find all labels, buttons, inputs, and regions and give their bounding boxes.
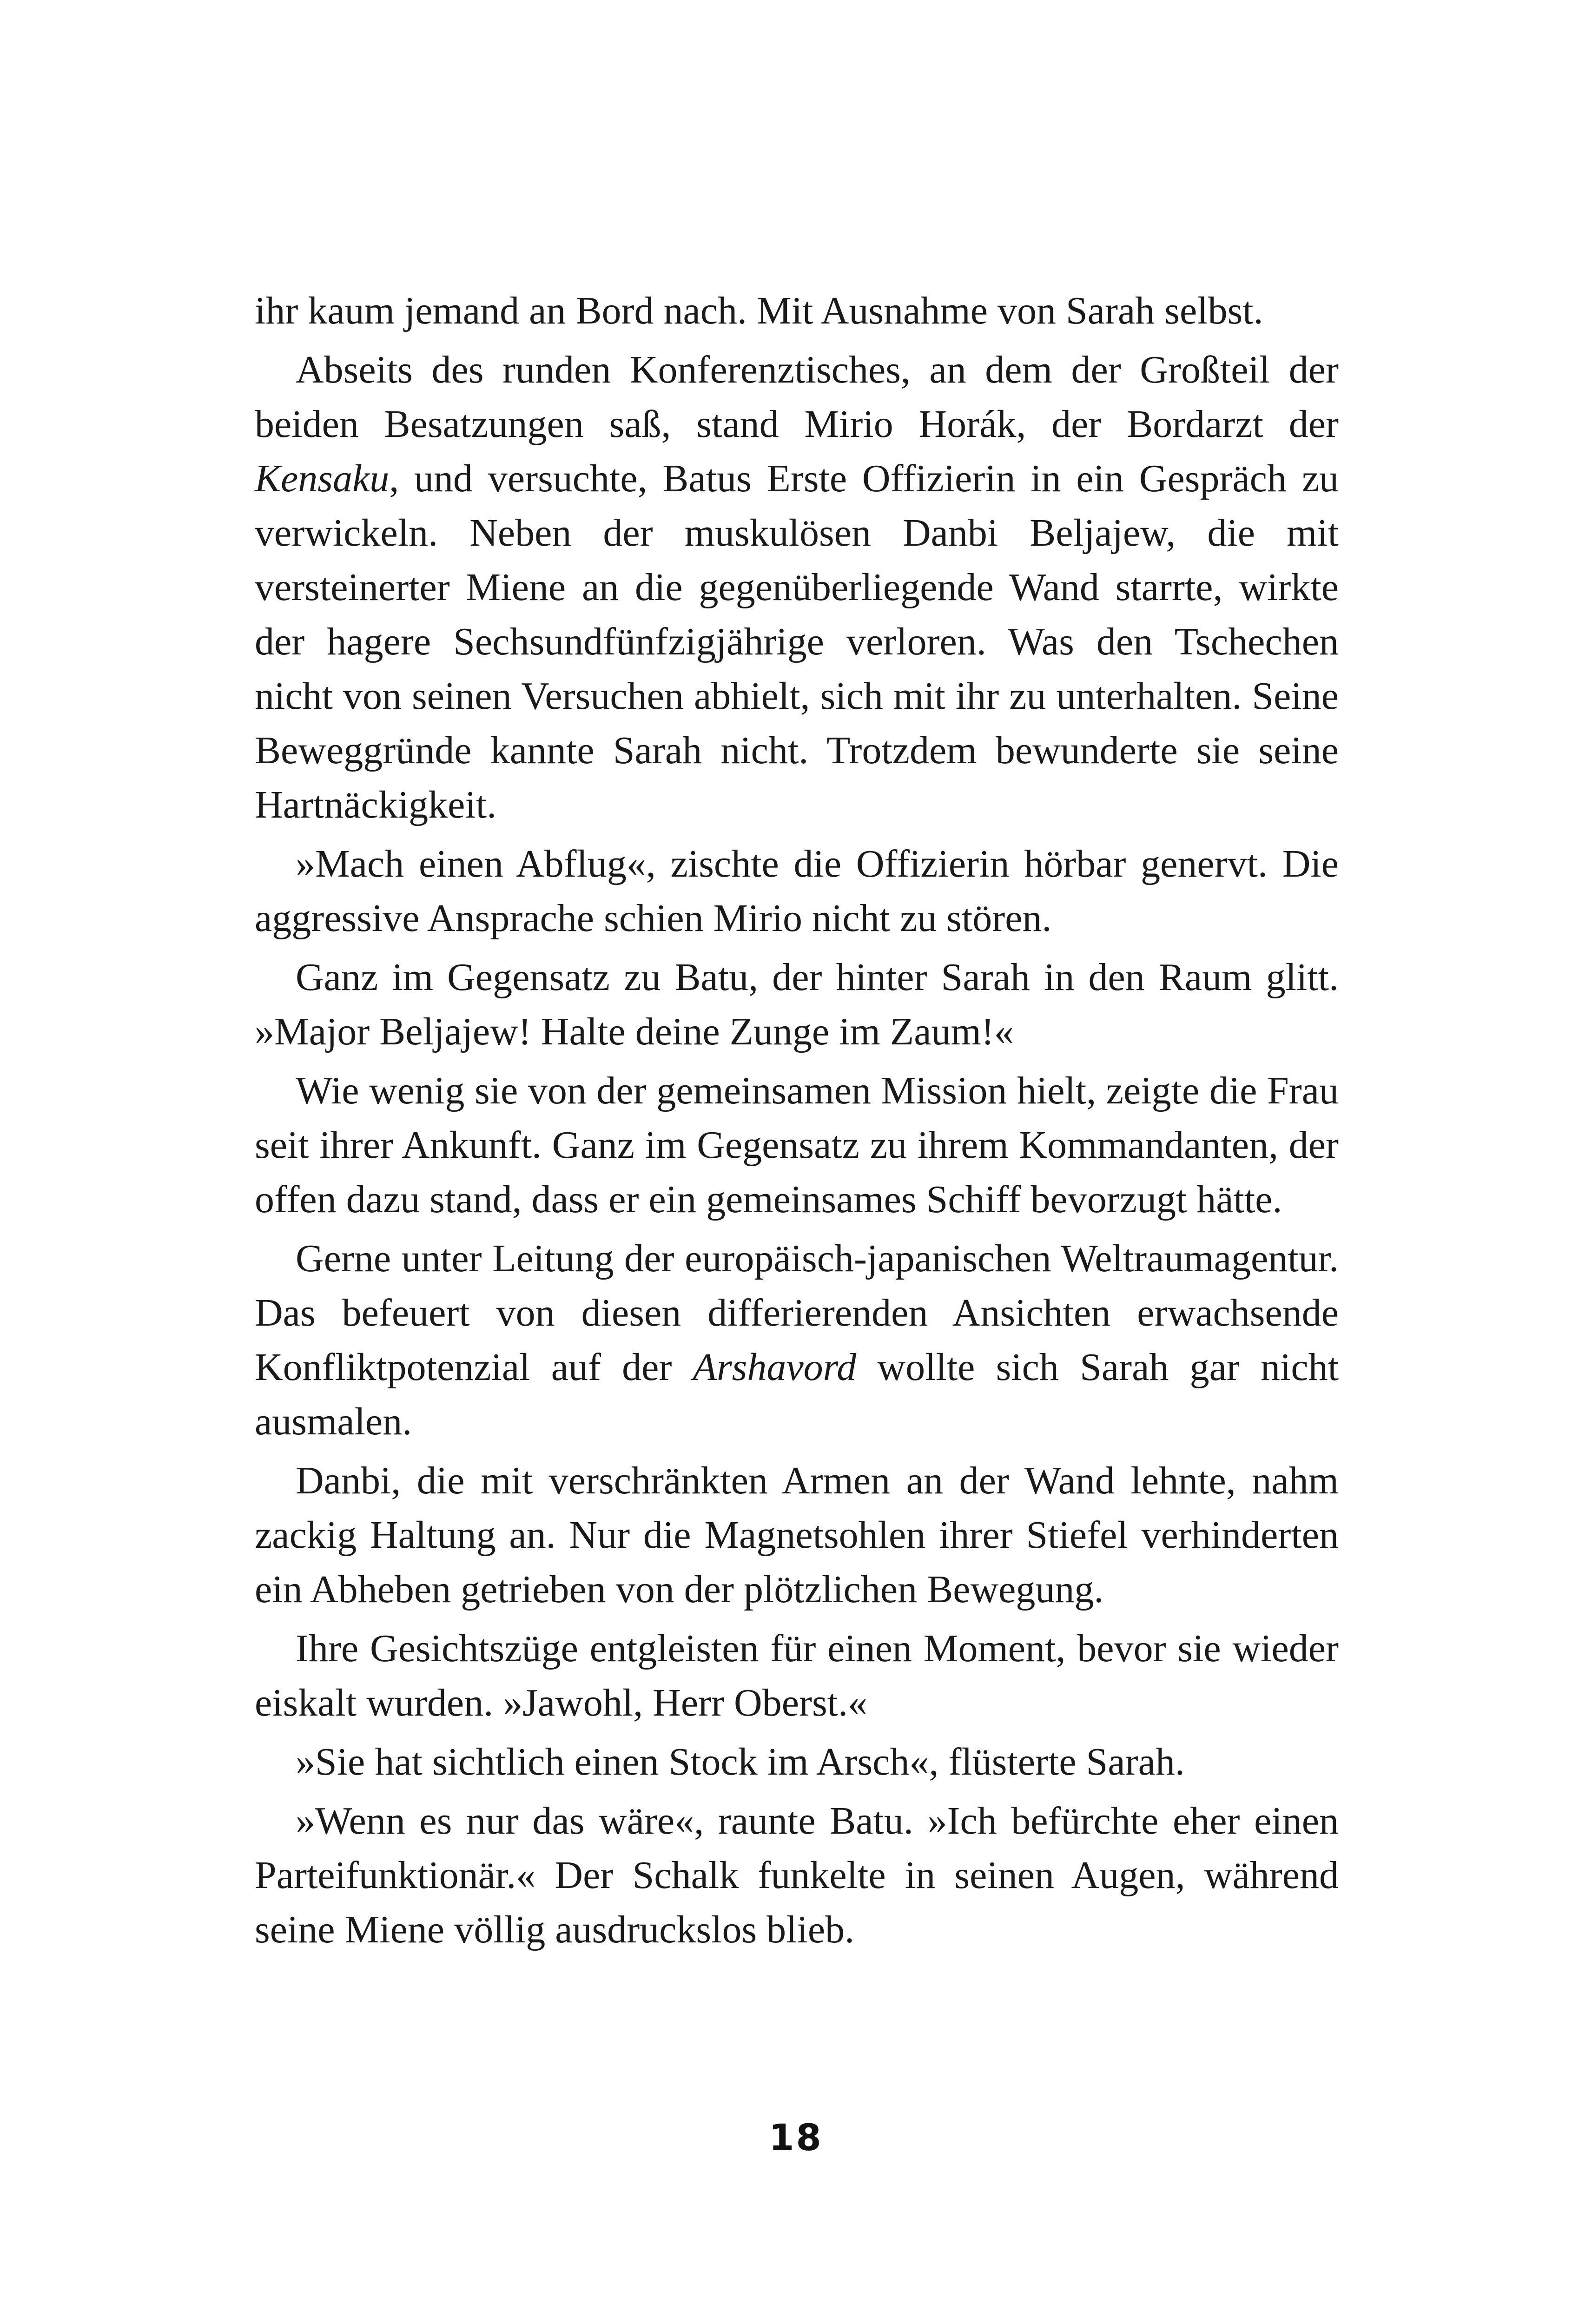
paragraph (255, 837, 1339, 945)
text-segment: Danbi, die mit verschränkten Armen an der Wand lehnte, nahm zackig Haltung an. Nur die Magnetsohlen ihrer Stiefel verhinderten ein Abheben getrieben von der plötzlichen Bewegung. (255, 1459, 1339, 1611)
text-segment: »Wenn es nur das wäre«, raunte Batu. »Ich befürchte eher einen Parteifunktionär.« Der Schalk funkelte in seinen Augen, während seine Miene völlig ausdruckslos blieb. (255, 1799, 1339, 1951)
text-segment: Ganz im Gegensatz zu Batu, der hinter Sarah in den Raum glitt. »Major Beljajew! Halte deine Zunge im Zaum!« (255, 956, 1339, 1053)
paragraph (255, 1063, 1339, 1227)
paragraph (255, 1735, 1339, 1789)
text-segment: ihr kaum jemand an Bord nach. Mit Ausnahme von Sarah selbst. (255, 289, 1263, 332)
text-segment: »Mach einen Abflug«, zischte die Offizierin hörbar genervt. Die aggressive Ansprache schien Mirio nicht zu stören. (255, 842, 1339, 940)
paragraph (255, 1621, 1339, 1730)
paragraph (255, 284, 1339, 338)
italic-text-segment: Kensaku (255, 457, 390, 500)
paragraph (255, 1231, 1339, 1449)
paragraph (255, 950, 1339, 1059)
text-segment: , und versuchte, Batus Erste Offizierin in ein Gespräch zu verwickeln. Neben der muskulösen Danbi Beljajew, die mit versteinerter Miene an die gegenüberliegende Wand starrte, wirkte der hagere Sechsundfünfzigjährige verloren. Was den Tschechen nicht von seinen Versuchen abhielt, sich mit ihr zu unterhalten. Seine Beweggründe kannte Sarah nicht. Trotzdem bewunderte sie seine Hartnäckigkeit. (255, 457, 1339, 826)
page-number: 18 (769, 2117, 823, 2159)
text-segment: Gerne unter Leitung der europäisch-japanischen Weltraumagentur. Das befeuert von diesen differierenden Ansichten erwachsende Konfliktpotenzial auf der (255, 1237, 1339, 1389)
paragraph (255, 1794, 1339, 1957)
book-page-body (255, 284, 1339, 1961)
italic-text-segment: Arshavord (693, 1346, 857, 1389)
paragraph (255, 343, 1339, 832)
text-segment: wollte sich Sarah gar nicht ausmalen. (255, 1346, 1339, 1443)
text-segment: Wie wenig sie von der gemeinsamen Mission hielt, zeigte die Frau seit ihrer Ankunft. Ganz im Gegensatz zu ihrem Kommandanten, der offen dazu stand, dass er ein gemeinsames Schiff bevorzugt hätte. (255, 1069, 1339, 1221)
text-segment: Ihre Gesichtszüge entgleisten für einen Moment, bevor sie wieder eiskalt wurden. »Jawohl, Herr Oberst.« (255, 1627, 1339, 1724)
paragraph (255, 1453, 1339, 1617)
text-segment: »Sie hat sichtlich einen Stock im Arsch«, flüsterte Sarah. (296, 1740, 1185, 1783)
text-segment: Abseits des runden Konferenztisches, an dem der Großteil der beiden Besatzungen saß, stand Mirio Horák, der Bordarzt der (255, 348, 1339, 446)
